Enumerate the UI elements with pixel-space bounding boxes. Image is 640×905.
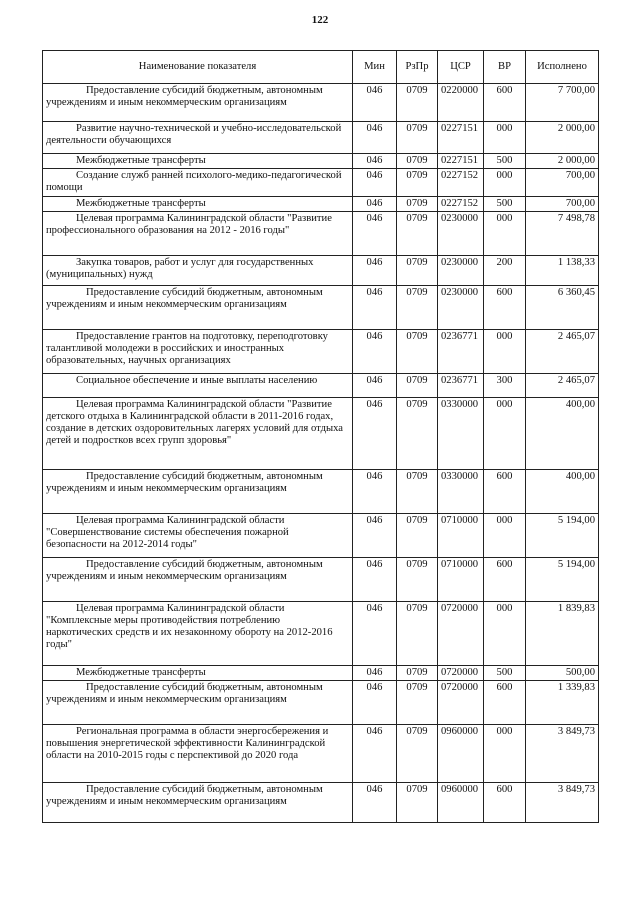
- row-name: Целевая программа Калининградской области "Комплексные меры противодействия потреблению наркотических средств и их незаконному обороту на 2012-2016 годы": [43, 602, 353, 666]
- header-rzpr: РзПр: [397, 51, 438, 84]
- row-executed: 400,00: [526, 398, 599, 470]
- row-rzpr: 0709: [397, 783, 438, 823]
- row-executed: 5 194,00: [526, 514, 599, 558]
- row-csr: 0227152: [438, 197, 484, 212]
- row-rzpr: 0709: [397, 398, 438, 470]
- row-min: 046: [353, 212, 397, 256]
- row-rzpr: 0709: [397, 558, 438, 602]
- row-vr: 000: [484, 122, 526, 154]
- table-row: [43, 256, 599, 286]
- row-min: 046: [353, 197, 397, 212]
- row-vr: 000: [484, 330, 526, 374]
- table-row: [43, 212, 599, 256]
- row-vr: 000: [484, 602, 526, 666]
- row-vr: 500: [484, 666, 526, 681]
- row-csr: 0230000: [438, 286, 484, 330]
- table-row: [43, 783, 599, 823]
- row-min: 046: [353, 558, 397, 602]
- table-row: [43, 602, 599, 666]
- row-rzpr: 0709: [397, 470, 438, 514]
- row-vr: 600: [484, 681, 526, 725]
- row-executed: 3 849,73: [526, 783, 599, 823]
- row-executed: 1 339,83: [526, 681, 599, 725]
- row-min: 046: [353, 514, 397, 558]
- row-rzpr: 0709: [397, 602, 438, 666]
- row-min: 046: [353, 330, 397, 374]
- row-name: Целевая программа Калининградской области "Развитие профессионального образования на 2012 - 2016 годы": [43, 212, 353, 256]
- row-name: Межбюджетные трансферты: [43, 154, 353, 169]
- row-csr: 0227152: [438, 169, 484, 197]
- row-rzpr: 0709: [397, 330, 438, 374]
- table-row: [43, 558, 599, 602]
- row-executed: 3 849,73: [526, 725, 599, 783]
- row-csr: 0330000: [438, 470, 484, 514]
- row-csr: 0236771: [438, 330, 484, 374]
- row-min: 046: [353, 286, 397, 330]
- table-row: [43, 169, 599, 197]
- row-name: Предоставление субсидий бюджетным, автономным учреждениям и иным некоммерческим организациям: [43, 286, 353, 330]
- row-name: Предоставление субсидий бюджетным, автономным учреждениям и иным некоммерческим организациям: [43, 84, 353, 122]
- header-executed: Исполнено: [526, 51, 599, 84]
- row-rzpr: 0709: [397, 514, 438, 558]
- row-rzpr: 0709: [397, 154, 438, 169]
- row-vr: 000: [484, 169, 526, 197]
- table-row: [43, 197, 599, 212]
- row-executed: 5 194,00: [526, 558, 599, 602]
- row-rzpr: 0709: [397, 197, 438, 212]
- row-vr: 000: [484, 212, 526, 256]
- row-executed: 1 839,83: [526, 602, 599, 666]
- row-rzpr: 0709: [397, 286, 438, 330]
- row-vr: 600: [484, 783, 526, 823]
- row-executed: 2 000,00: [526, 122, 599, 154]
- row-rzpr: 0709: [397, 666, 438, 681]
- row-csr: 0220000: [438, 84, 484, 122]
- row-name: Межбюджетные трансферты: [43, 197, 353, 212]
- row-name: Целевая программа Калининградской области "Совершенствование системы обеспечения пожарной безопасности на 2012-2014 годы": [43, 514, 353, 558]
- row-min: 046: [353, 374, 397, 398]
- row-vr: 200: [484, 256, 526, 286]
- table-row: [43, 470, 599, 514]
- row-csr: 0710000: [438, 514, 484, 558]
- row-csr: 0710000: [438, 558, 484, 602]
- table-row: [43, 398, 599, 470]
- row-rzpr: 0709: [397, 725, 438, 783]
- row-name: Предоставление субсидий бюджетным, автономным учреждениям и иным некоммерческим организациям: [43, 783, 353, 823]
- row-min: 046: [353, 783, 397, 823]
- row-csr: 0960000: [438, 783, 484, 823]
- table-row: [43, 330, 599, 374]
- row-name: Предоставление грантов на подготовку, переподготовку талантливой молодежи в российских и иностранных образовательных, научных организациях: [43, 330, 353, 374]
- row-vr: 000: [484, 725, 526, 783]
- row-csr: 0960000: [438, 725, 484, 783]
- row-name: Предоставление субсидий бюджетным, автономным учреждениям и иным некоммерческим организациям: [43, 681, 353, 725]
- row-vr: 000: [484, 398, 526, 470]
- row-executed: 700,00: [526, 169, 599, 197]
- row-rzpr: 0709: [397, 212, 438, 256]
- row-executed: 2 465,07: [526, 374, 599, 398]
- row-min: 046: [353, 681, 397, 725]
- table-row: [43, 374, 599, 398]
- row-vr: 500: [484, 154, 526, 169]
- row-vr: 600: [484, 558, 526, 602]
- row-executed: 400,00: [526, 470, 599, 514]
- table-row: [43, 681, 599, 725]
- table-row: [43, 122, 599, 154]
- row-name: Создание служб ранней психолого-медико-педагогической помощи: [43, 169, 353, 197]
- row-name: Социальное обеспечение и иные выплаты населению: [43, 374, 353, 398]
- row-vr: 000: [484, 514, 526, 558]
- row-csr: 0236771: [438, 374, 484, 398]
- row-executed: 2 000,00: [526, 154, 599, 169]
- row-min: 046: [353, 256, 397, 286]
- row-executed: 7 498,78: [526, 212, 599, 256]
- row-csr: 0230000: [438, 212, 484, 256]
- row-rzpr: 0709: [397, 169, 438, 197]
- row-min: 046: [353, 169, 397, 197]
- header-name: Наименование показателя: [43, 51, 353, 84]
- row-executed: 7 700,00: [526, 84, 599, 122]
- row-rzpr: 0709: [397, 122, 438, 154]
- row-min: 046: [353, 122, 397, 154]
- row-csr: 0330000: [438, 398, 484, 470]
- row-vr: 600: [484, 84, 526, 122]
- table-row: [43, 666, 599, 681]
- header-vr: ВР: [484, 51, 526, 84]
- row-vr: 500: [484, 197, 526, 212]
- row-executed: 2 465,07: [526, 330, 599, 374]
- row-min: 046: [353, 154, 397, 169]
- table-row: [43, 286, 599, 330]
- row-name: Закупка товаров, работ и услуг для государственных (муниципальных) нужд: [43, 256, 353, 286]
- row-rzpr: 0709: [397, 256, 438, 286]
- table-row: [43, 154, 599, 169]
- row-min: 046: [353, 725, 397, 783]
- row-min: 046: [353, 470, 397, 514]
- table-row: [43, 514, 599, 558]
- row-name: Предоставление субсидий бюджетным, автономным учреждениям и иным некоммерческим организациям: [43, 470, 353, 514]
- row-name: Региональная программа в области энергосбережения и повышения энергетической эффективности Калининградской области на 2010-2015 годы с перспективой до 2020 года: [43, 725, 353, 783]
- table-row: [43, 725, 599, 783]
- row-csr: 0227151: [438, 154, 484, 169]
- row-min: 046: [353, 666, 397, 681]
- row-executed: 700,00: [526, 197, 599, 212]
- row-vr: 600: [484, 286, 526, 330]
- row-name: Межбюджетные трансферты: [43, 666, 353, 681]
- row-vr: 300: [484, 374, 526, 398]
- row-vr: 600: [484, 470, 526, 514]
- table-row: [43, 84, 599, 122]
- row-csr: 0720000: [438, 602, 484, 666]
- row-rzpr: 0709: [397, 681, 438, 725]
- row-csr: 0230000: [438, 256, 484, 286]
- row-executed: 1 138,33: [526, 256, 599, 286]
- row-name: Предоставление субсидий бюджетным, автономным учреждениям и иным некоммерческим организациям: [43, 558, 353, 602]
- row-name: Целевая программа Калининградской области "Развитие детского отдыха в Калининградской области в 2011-2016 годах, создание в детских оздоровительных лагерях условий для отдыха детей и подростков всех групп здоровья": [43, 398, 353, 470]
- row-csr: 0720000: [438, 666, 484, 681]
- row-csr: 0227151: [438, 122, 484, 154]
- row-executed: 500,00: [526, 666, 599, 681]
- row-min: 046: [353, 398, 397, 470]
- row-name: Развитие научно-технической и учебно-исследовательской деятельности обучающихся: [43, 122, 353, 154]
- row-rzpr: 0709: [397, 84, 438, 122]
- row-csr: 0720000: [438, 681, 484, 725]
- header-csr: ЦСР: [438, 51, 484, 84]
- row-executed: 6 360,45: [526, 286, 599, 330]
- row-rzpr: 0709: [397, 374, 438, 398]
- table-header-row: [43, 51, 599, 84]
- row-min: 046: [353, 84, 397, 122]
- header-min: Мин: [353, 51, 397, 84]
- row-min: 046: [353, 602, 397, 666]
- budget-table: [42, 50, 599, 823]
- page-number: 122: [311, 14, 329, 26]
